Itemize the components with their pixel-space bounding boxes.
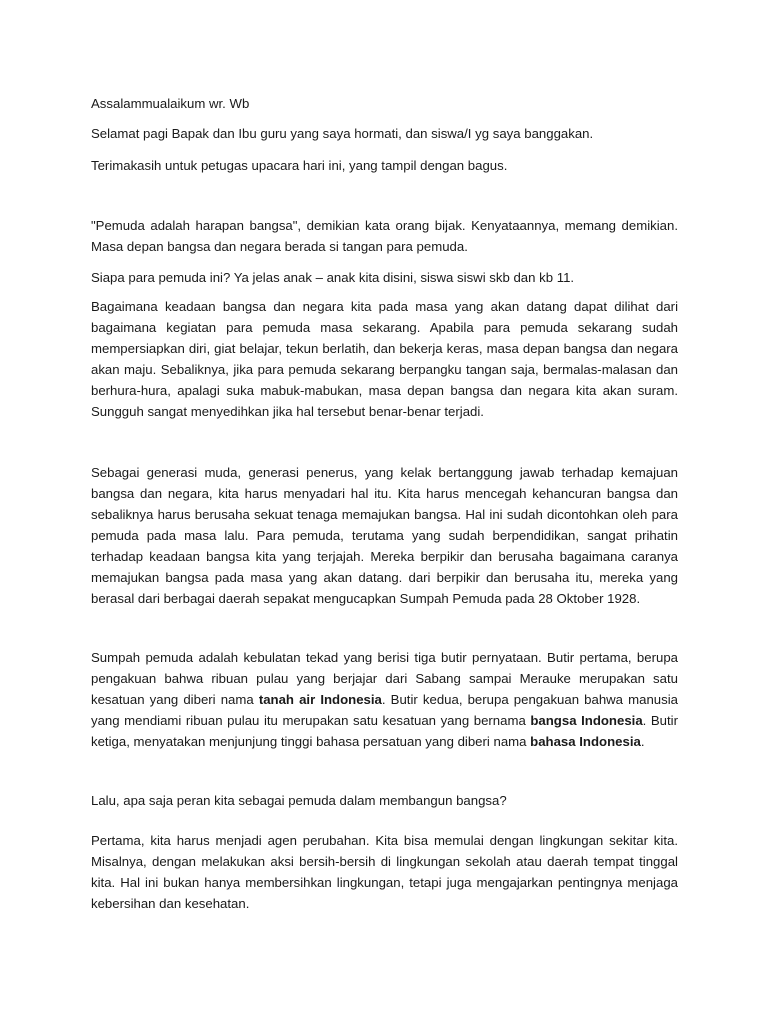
- first-role-paragraph: Pertama, kita harus menjadi agen perubahan. Kita bisa memulai dengan lingkungan sekitar kita. Misalnya, dengan melakukan aksi bersih-bersih di lingkungan sekolah atau daerah tempat tinggal kita. Hal ini bukan hanya membersihkan lingkungan, tetapi juga mengajarkan pentingnya menjaga kebersihan dan kesehatan.: [91, 833, 678, 911]
- question-line: Lalu, apa saja peran kita sebagai pemuda dalam membangun bangsa?: [91, 793, 507, 808]
- oath-text-2: . Butir kedua, berupa pengakuan bahwa manusia yang mendiami ribuan pulau itu merupakan satu kesatuan yang bernama: [91, 692, 678, 728]
- generation-paragraph: Sebagai generasi muda, generasi penerus, yang kelak bertanggung jawab terhadap kemajuan bangsa dan negara, kita harus menyadari hal itu. Kita harus mencegah kehancuran bangsa dan sebaliknya harus berusaha sekuat tenaga memajukan bangsa. Hal ini sudah dicontohkan oleh para pemuda pada masa lalu. Para pemuda, terutama yang sudah berpendidikan, sangat prihatin terhadap keadaan bangsa kita yang terjajah. Mereka berpikir dan berusaha bagaimana caranya memajukan bangsa pada masa yang akan datang. dari berpikir dan berusaha itu, mereka yang berasal dari berbagai daerah sepakat mengucapkan Sumpah Pemuda pada 28 Oktober 1928.: [91, 465, 678, 606]
- oath-paragraph: [91, 647, 678, 752]
- who-paragraph: Siapa para pemuda ini? Ya jelas anak – anak kita disini, siswa siswi skb dan kb 11.: [91, 270, 575, 285]
- oath-text-3: . Butir ketiga, menyatakan menjunjung tinggi bahasa persatuan yang diberi nama: [91, 713, 679, 749]
- oath-text-4: .: [640, 734, 645, 749]
- oath-bold-tanah-air: tanah air Indonesia: [258, 692, 382, 707]
- quote-paragraph: "Pemuda adalah harapan bangsa", demikian kata orang bijak. Kenyataannya, memang demikian. Masa depan bangsa dan negara berada si tangan para pemuda.: [91, 218, 678, 254]
- oath-bold-bangsa: bangsa Indonesia: [530, 713, 643, 728]
- future-paragraph: Bagaimana keadaan bangsa dan negara kita pada masa yang akan datang dapat dilihat dari bagaimana kegiatan para pemuda masa sekarang. Apabila para pemuda sekarang sudah mempersiapkan diri, giat belajar, tekun berlatih, dan bekerja keras, masa depan bangsa dan negara akan maju. Sebaliknya, jika para pemuda sekarang berpangku tangan saja, bermalas-malasan dan berhura-hura, apalagi suka mabuk-mabukan, masa depan bangsa dan negara kita akan suram. Sungguh sangat menyedihkan jika hal tersebut benar-benar terjadi.: [91, 299, 678, 419]
- thanks-line: Terimakasih untuk petugas upacara hari ini, yang tampil dengan bagus.: [91, 158, 508, 173]
- oath-bold-bahasa: bahasa Indonesia: [530, 734, 641, 749]
- oath-text-1: Sumpah pemuda adalah kebulatan tekad yang berisi tiga butir pernyataan. Butir pertama, berupa pengakuan bahwa ribuan pulau yang berjajar dari Sabang sampai Merauke merupakan satu kesatuan yang diberi nama: [91, 650, 678, 707]
- greeting: Assalammualaikum wr. Wb: [91, 96, 250, 111]
- salutation: Selamat pagi Bapak dan Ibu guru yang saya hormati, dan siswa/I yg saya banggakan.: [91, 126, 594, 141]
